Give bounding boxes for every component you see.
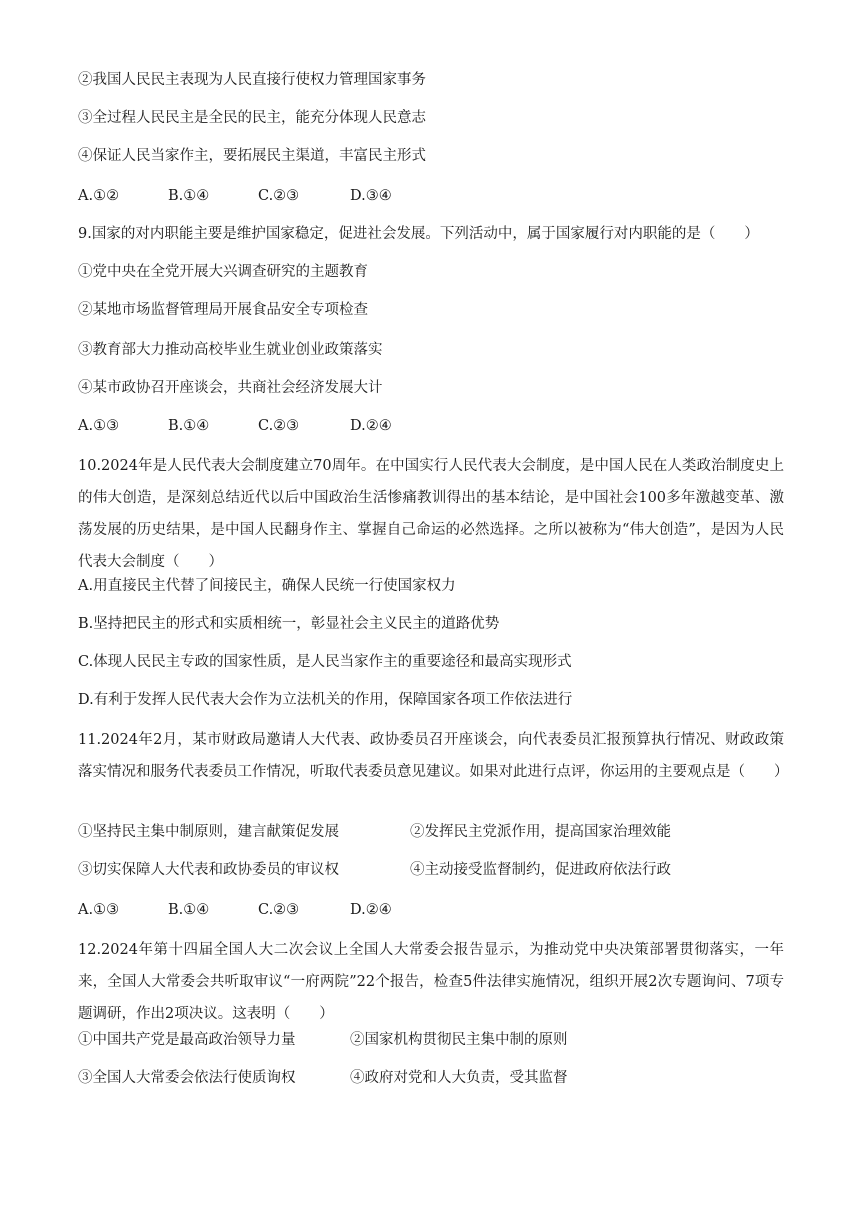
q10-option-a: A.用直接民主代替了间接民主，确保人民统一行使国家权力 [78,578,456,594]
q11-statement-2: ②发挥民主党派作用，提高国家治理效能 [410,824,671,840]
q11-option-b: B.①④ [168,902,210,918]
q9-option-c: C.②③ [258,418,300,434]
q8-option-a: A.①② [78,188,120,204]
q12-statement-3: ③全国人大常委会依法行使质询权 [78,1070,296,1086]
q10-option-d: D.有利于发挥人民代表大会作为立法机关的作用，保障国家各项工作依法进行 [78,692,573,708]
q10-stem: 10.2024年是人民代表大会制度建立70周年。在中国实行人民代表大会制度，是中国人民在人类政治制度史上的伟大创造，是深刻总结近代以后中国政治生活惨痛教训得出的基本结论，是中国社会100多年激越变革、激荡发展的历史结果，是中国人民翻身作主、掌握自己命运的必然选择。之所以被称为“伟大创造”，是因为人民代表大会制度（ ） [78,458,784,570]
q8-option-b: B.①④ [168,188,210,204]
q9-statement-3: ③教育部大力推动高校毕业生就业创业政策落实 [78,342,383,358]
q11-statement-3: ③切实保障人大代表和政协委员的审议权 [78,862,339,878]
q8-option-d: D.③④ [350,188,392,204]
q8-statement-4: ④保证人民当家作主，要拓展民主渠道，丰富民主形式 [78,148,426,164]
q12-statement-2: ②国家机构贯彻民主集中制的原则 [350,1032,568,1048]
q12-statement-4: ④政府对党和人大负责，受其监督 [350,1070,568,1086]
q9-option-a: A.①③ [78,418,120,434]
q12-statement-1: ①中国共产党是最高政治领导力量 [78,1032,296,1048]
q11-stem: 11.2024年2月，某市财政局邀请人大代表、政协委员召开座谈会，向代表委员汇报预算执行情况、财政政策落实情况和服务代表委员工作情况，听取代表委员意见建议。如果对此进行点评，你运用的主要观点是（ ） [78,732,789,780]
q12-stem: 12.2024年第十四届全国人大二次会议上全国人大常委会报告显示，为推动党中央决策部署贯彻落实，一年来，全国人大常委会共听取审议“一府两院”22个报告，检查5件法律实施情况，组织开展2次专题询问、7项专题调研，作出2项决议。这表明（ ） [78,942,784,1022]
q11-option-d: D.②④ [350,902,392,918]
q9-option-b: B.①④ [168,418,210,434]
q11-statement-1: ①坚持民主集中制原则，建言献策促发展 [78,824,339,840]
q11-statement-4: ④主动接受监督制约，促进政府依法行政 [410,862,671,878]
q9-statement-4: ④某市政协召开座谈会，共商社会经济发展大计 [78,380,383,396]
q9-statement-2: ②某地市场监督管理局开展食品安全专项检查 [78,302,368,318]
q8-option-c: C.②③ [258,188,300,204]
q8-statement-3: ③全过程人民民主是全民的民主，能充分体现人民意志 [78,110,426,126]
q10-option-b: B.坚持把民主的形式和实质相统一，彰显社会主义民主的道路优势 [78,616,500,632]
q10-option-c: C.体现人民民主专政的国家性质，是人民当家作主的重要途径和最高实现形式 [78,654,572,670]
q9-stem: 9.国家的对内职能主要是维护国家稳定，促进社会发展。下列活动中，属于国家履行对内职能的是（ ） [78,226,759,242]
q9-statement-1: ①党中央在全党开展大兴调查研究的主题教育 [78,264,368,280]
q11-option-c: C.②③ [258,902,300,918]
q8-statement-2: ②我国人民民主表现为人民直接行使权力管理国家事务 [78,72,426,88]
q11-option-a: A.①③ [78,902,120,918]
q9-option-d: D.②④ [350,418,392,434]
